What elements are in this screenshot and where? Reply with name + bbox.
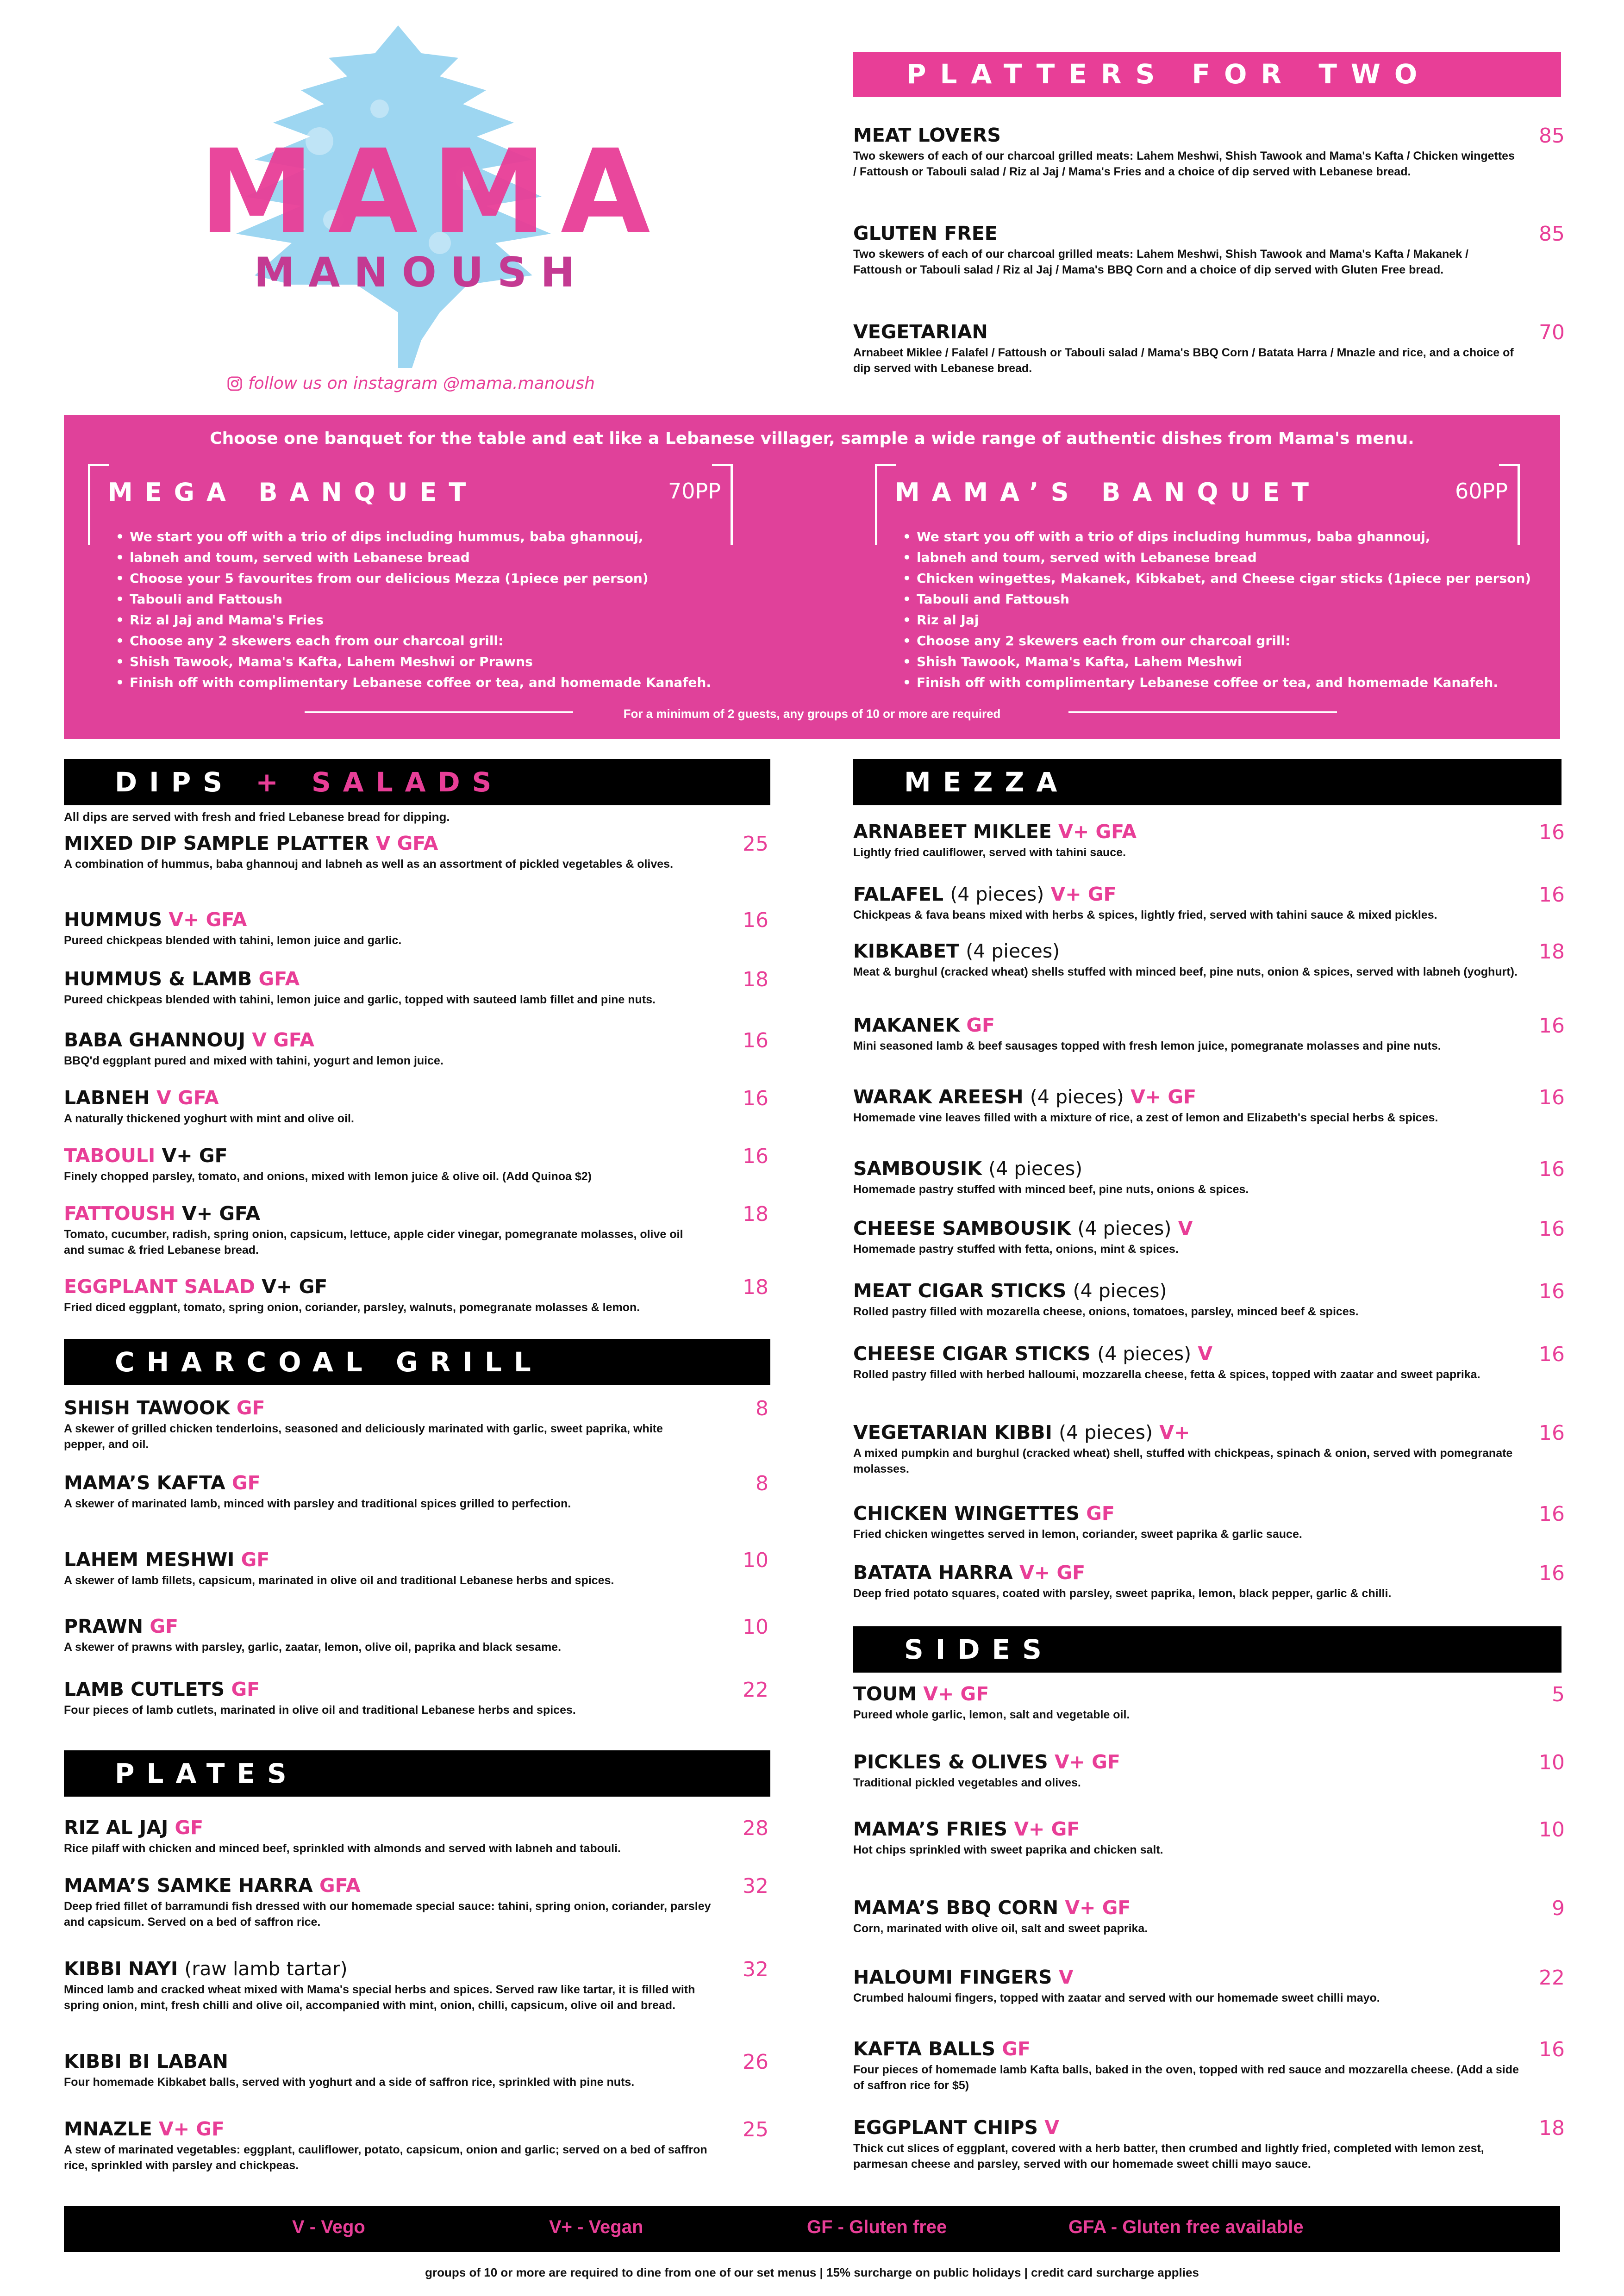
mezza-item xyxy=(853,1562,1520,1602)
sides-item xyxy=(853,1684,1520,1723)
item-desc: Hot chips sprinkled with sweet paprika and chicken salt. xyxy=(853,1843,1163,1857)
item-name xyxy=(64,1203,703,1224)
item-price: 10 xyxy=(743,1549,768,1572)
platter-item xyxy=(853,322,1520,377)
item-desc: Rolled pastry filled with mozarella cheese, onions, tomatoes, parsley, minced beef & spices. xyxy=(853,1305,1359,1319)
sides-item xyxy=(853,1967,1520,2006)
item-desc: Four pieces of lamb cutlets, marinated in olive oil and traditional Lebanese herbs and spices. xyxy=(64,1704,576,1717)
mezza-item xyxy=(853,821,1520,861)
item-name xyxy=(64,1088,703,1108)
item-desc: A skewer of grilled chicken tenderloins, seasoned and deliciously marinated with garlic, sweet paprika, white pepper, and oil. xyxy=(64,1422,663,1451)
item-desc: Two skewers of each of our charcoal grilled meats: Lahem Meshwi, Shish Tawook and Mama's Kafta / Makanek / Fattoush or Tabouli salad / Riz al Jaj / Mama's BBQ Corn and a choice of dip served with Gluten Free bread. xyxy=(853,248,1469,276)
instagram-icon xyxy=(227,376,243,392)
item-desc: A skewer of lamb fillets, capsicum, marinated in olive oil and traditional Lebanese herbs and spices. xyxy=(64,1574,614,1587)
banquet-line: • Tabouli and Fattoush xyxy=(116,589,711,610)
item-desc: A skewer of marinated lamb, minced with parsley and traditional spices grilled to perfection. xyxy=(64,1497,571,1511)
mega-frame-right xyxy=(712,464,733,545)
item-price: 22 xyxy=(743,1678,768,1702)
banquet-line: • labneh and toum, served with Lebanese bread xyxy=(116,547,711,568)
banquet-line: • We start you off with a trio of dips including hummus, baba ghannouj, xyxy=(903,526,1531,547)
heading-plus: + xyxy=(256,766,290,798)
item-name xyxy=(64,833,703,854)
dips-item xyxy=(64,1145,703,1185)
item-desc: A naturally thickened yoghurt with mint and olive oil. xyxy=(64,1112,354,1126)
item-name xyxy=(64,1817,712,1838)
item-title: VEGETARIAN KIBBI xyxy=(853,1421,1052,1444)
item-desc: A stew of marinated vegetables: eggplant, cauliflower, potato, capsicum, onion and garlic; served on a bed of saffron rice, sprinkled with parsley and chickpeas. xyxy=(64,2143,707,2172)
item-title: SAMBOUSIK xyxy=(853,1157,982,1180)
dietary-tag: V+ GF xyxy=(1065,1897,1131,1919)
item-portion: (4 pieces) xyxy=(1030,1086,1124,1108)
item-price: 16 xyxy=(1539,1343,1565,1366)
item-desc: Traditional pickled vegetables and olives. xyxy=(853,1776,1081,1790)
item-price: 16 xyxy=(1539,2038,1565,2061)
plates-item xyxy=(64,1875,712,1930)
mezza-item xyxy=(853,1087,1520,1126)
item-desc: Rice pilaff with chicken and minced beef, sprinkled with almonds and served with labneh and tabouli. xyxy=(64,1842,621,1855)
dietary-tag: V xyxy=(1198,1343,1213,1365)
item-price: 18 xyxy=(743,1276,768,1299)
item-title: BABA GHANNOUJ xyxy=(64,1029,245,1051)
sides-item xyxy=(853,1898,1520,1937)
item-title: TOUM xyxy=(853,1683,917,1705)
mezza-item xyxy=(853,1503,1520,1543)
item-title: CHEESE SAMBOUSIK xyxy=(853,1217,1071,1239)
banquet-line: • Choose any 2 skewers each from our charcoal grill: xyxy=(903,630,1531,651)
item-name xyxy=(853,1087,1520,1108)
dietary-tag: V xyxy=(1044,2116,1060,2139)
item-name xyxy=(64,1549,703,1570)
banquet-line: • Riz al Jaj xyxy=(903,610,1531,630)
dietary-tag: GF xyxy=(1002,2038,1031,2060)
item-title: HUMMUS xyxy=(64,908,162,931)
item-desc: Fried diced eggplant, tomato, spring onion, coriander, parsley, walnuts, pomegranate molasses & lemon. xyxy=(64,1301,640,1314)
item-title: EGGPLANT CHIPS xyxy=(853,2116,1038,2139)
banquet-panel xyxy=(64,415,1560,739)
dietary-tag: V+ GFA xyxy=(1058,821,1137,843)
item-desc: Mini seasoned lamb & beef sausages topped with fresh lemon juice, pomegranate molasses and pine nuts. xyxy=(853,1039,1441,1053)
item-price: 16 xyxy=(1539,1014,1565,1038)
item-price: 70 xyxy=(1539,321,1565,344)
item-price: 16 xyxy=(1539,1086,1565,1109)
item-desc: Deep fried fillet of barramundi fish dressed with our homemade special sauce: tahini, spring onion, coriander, parsley and capsicum. Served on a bed of saffron rice. xyxy=(64,1900,711,1929)
item-price: 10 xyxy=(1539,1818,1565,1842)
item-name xyxy=(64,1398,703,1419)
charcoal-grill-heading: CHARCOAL GRILL xyxy=(64,1339,770,1385)
dietary-tag: GF xyxy=(231,1472,261,1494)
item-price: 22 xyxy=(1539,1966,1565,1990)
item-desc: Four homemade Kibkabet balls, served with yoghurt and a side of saffron rice, sprinkled with pine nuts. xyxy=(64,2076,635,2089)
item-name xyxy=(64,1875,712,1896)
mega-banquet-title: MEGA BANQUET xyxy=(108,478,478,507)
item-name xyxy=(853,1898,1520,1918)
mezza-item xyxy=(853,1218,1520,1257)
mega-frame-left xyxy=(88,464,109,545)
item-title: ARNABEET MIKLEE xyxy=(853,821,1052,843)
dips-item xyxy=(64,1088,703,1127)
item-desc: Pureed chickpeas blended with tahini, lemon juice and garlic. xyxy=(64,934,402,947)
item-portion: (4 pieces) xyxy=(966,940,1060,962)
item-title: HALOUMI FINGERS xyxy=(853,1966,1052,1988)
item-title: WARAK AREESH xyxy=(853,1086,1024,1108)
grill-item xyxy=(64,1616,703,1655)
platters-heading: PLATTERS FOR TWO xyxy=(853,52,1561,97)
banquet-footnote: For a minimum of 2 guests, any groups of 10 or more are required xyxy=(623,707,1001,721)
item-title: FALAFEL xyxy=(853,883,944,905)
item-name xyxy=(64,2051,712,2072)
mezza-item xyxy=(853,1281,1520,1320)
item-desc: A mixed pumpkin and burghul (cracked wheat) shell, stuffed with chickpeas, spinach & onion, served with pomegranate molasses. xyxy=(853,1447,1513,1475)
item-title: KIBKABET xyxy=(853,940,960,962)
item-price: 16 xyxy=(1539,821,1565,844)
sides-item xyxy=(853,1752,1520,1791)
item-desc: Corn, marinated with olive oil, salt and sweet paprika. xyxy=(853,1922,1148,1935)
mezza-item xyxy=(853,941,1520,980)
grill-item xyxy=(64,1473,703,1512)
item-title: CHEESE CIGAR STICKS xyxy=(853,1343,1091,1365)
banquet-line: • Choose your 5 favourites from our delicious Mezza (1piece per person) xyxy=(116,568,711,589)
dietary-tag: GFA xyxy=(319,1874,361,1897)
item-price: 16 xyxy=(1539,883,1565,907)
item-portion: (4 pieces) xyxy=(1097,1343,1192,1365)
item-portion: (raw lamb tartar) xyxy=(184,1958,348,1980)
item-price: 18 xyxy=(743,1202,768,1226)
item-name xyxy=(853,1015,1520,1036)
item-title: LAHEM MESHWI xyxy=(64,1549,235,1571)
item-name xyxy=(64,1679,703,1700)
legend-gluten-free: GF - Gluten free xyxy=(807,2217,947,2237)
banquet-line: • Riz al Jaj and Mama's Fries xyxy=(116,610,711,630)
item-price: 16 xyxy=(743,1029,768,1052)
item-title: TABOULI xyxy=(64,1145,156,1167)
item-title: MNAZLE xyxy=(64,2118,152,2140)
banquet-intro: Choose one banquet for the table and eat like a Lebanese villager, sample a wide range of authentic dishes from Mama's menu. xyxy=(210,429,1414,448)
sides-heading: SIDES xyxy=(853,1626,1562,1673)
dietary-tag: V+ GF xyxy=(1050,883,1117,905)
banquet-line: • We start you off with a trio of dips including hummus, baba ghannouj, xyxy=(116,526,711,547)
banquet-line: • Choose any 2 skewers each from our charcoal grill: xyxy=(116,630,711,651)
item-desc: Four pieces of homemade lamb Kafta balls, baked in the oven, topped with red sauce and mozzarella cheese. (Add a side of saffron rice for $5) xyxy=(853,2063,1519,2092)
dietary-tag: GF xyxy=(1086,1502,1115,1524)
item-desc: Homemade vine leaves filled with a mixture of rice, a zest of lemon and Elizabeth's special herbs & spices. xyxy=(853,1111,1438,1125)
item-portion: (4 pieces) xyxy=(988,1157,1083,1180)
dietary-tag: V+ GF xyxy=(1014,1818,1080,1840)
dietary-tag: V GFA xyxy=(252,1029,314,1051)
mega-banquet-list xyxy=(116,526,711,693)
mezza-item xyxy=(853,1422,1520,1477)
item-title: MAMA’S SAMKE HARRA xyxy=(64,1874,313,1897)
grill-item xyxy=(64,1398,703,1453)
mezza-item xyxy=(853,1015,1520,1054)
item-name xyxy=(853,1819,1520,1840)
item-title: MAKANEK xyxy=(853,1014,960,1036)
item-name xyxy=(64,969,703,989)
item-desc: Minced lamb and cracked wheat mixed with Mama's special herbs and spices. Served raw like tartar, it is filled with spring onion, mint, fresh chilli and olive oil, accompanied with mint, onion, chilli, capsicum, olive oil and bread. xyxy=(64,1983,695,2012)
item-price: 9 xyxy=(1552,1897,1565,1920)
item-name xyxy=(853,821,1520,842)
item-portion: (4 pieces) xyxy=(950,883,1044,905)
dips-item xyxy=(64,1030,703,1069)
item-desc: Arnabeet Miklee / Falafel / Fattoush or Tabouli salad / Mama's BBQ Corn / Batata Harra / Mnazle and rice, and a choice of dip served with Lebanese bread. xyxy=(853,346,1514,375)
item-title: MEAT CIGAR STICKS xyxy=(853,1280,1067,1302)
mamas-banquet-price: 60PP xyxy=(1455,479,1508,504)
item-desc: Chickpeas & fava beans mixed with herbs & spices, lightly fried, served with tahini sauce & mixed pickles. xyxy=(853,908,1437,922)
dietary-tag: V+ GF xyxy=(1019,1562,1086,1584)
item-price: 25 xyxy=(743,2118,768,2141)
dietary-tag: V+ GF xyxy=(923,1683,989,1705)
item-name xyxy=(853,2117,1520,2138)
item-title: HUMMUS & LAMB xyxy=(64,968,252,990)
mezza-item xyxy=(853,1158,1520,1198)
item-desc: Pureed chickpeas blended with tahini, lemon juice and garlic, topped with sauteed lamb fillet and pine nuts. xyxy=(64,993,656,1007)
plates-item xyxy=(64,1959,712,2014)
dietary-tag: V xyxy=(1058,1966,1074,1988)
item-title: MIXED DIP SAMPLE PLATTER xyxy=(64,832,369,854)
item-price: 5 xyxy=(1552,1683,1565,1706)
item-name xyxy=(853,2039,1520,2060)
dips-item xyxy=(64,909,703,949)
heading-text-pink: SALADS xyxy=(312,766,504,798)
item-title: KIBBI BI LABAN xyxy=(64,2050,228,2072)
item-price: 8 xyxy=(756,1397,768,1420)
dietary-tag: GF xyxy=(236,1397,265,1419)
item-price: 10 xyxy=(1539,1751,1565,1774)
dietary-tag: V GFA xyxy=(156,1087,219,1109)
item-title: MAMA’S BBQ CORN xyxy=(853,1897,1059,1919)
logo-subtitle: MANOUSH xyxy=(254,249,589,296)
item-desc: A skewer of prawns with parsley, garlic, zaatar, lemon, olive oil, paprika and black sesame. xyxy=(64,1641,562,1654)
legend-vegan: V+ - Vegan xyxy=(549,2217,643,2237)
mezza-item xyxy=(853,884,1520,923)
dietary-tag: GF xyxy=(241,1549,270,1571)
item-desc: Thick cut slices of eggplant, covered with a herb batter, then crumbed and lightly fried, completed with lemon zest, parmesan cheese and parsley, served with our homemade sweet chilli mayo sauce. xyxy=(853,2142,1484,2171)
item-title: EGGPLANT SALAD xyxy=(64,1276,255,1298)
dips-salads-heading xyxy=(64,759,770,805)
grill-item xyxy=(64,1549,703,1589)
item-name xyxy=(853,1344,1520,1364)
banquet-line: • Finish off with complimentary Lebanese coffee or tea, and homemade Kanafeh. xyxy=(903,672,1531,693)
dips-item xyxy=(64,833,703,872)
item-price: 16 xyxy=(1539,1280,1565,1303)
dips-item xyxy=(64,1203,703,1258)
banquet-line: • Finish off with complimentary Lebanese coffee or tea, and homemade Kanafeh. xyxy=(116,672,711,693)
item-price: 8 xyxy=(756,1472,768,1495)
item-title: SHISH TAWOOK xyxy=(64,1397,230,1419)
banquet-line: • Shish Tawook, Mama's Kafta, Lahem Meshwi or Prawns xyxy=(116,651,711,672)
dietary-tag: GF xyxy=(966,1014,995,1036)
item-portion: (4 pieces) xyxy=(1059,1421,1153,1444)
dietary-tag: V+ GF xyxy=(1054,1751,1120,1773)
instagram-text: follow us on instagram @mama.manoush xyxy=(248,374,595,393)
banquet-line: • Shish Tawook, Mama's Kafta, Lahem Meshwi xyxy=(903,651,1531,672)
logo-wordmark: MAMA xyxy=(199,124,664,259)
item-name xyxy=(853,884,1520,905)
item-title: MAMA’S KAFTA xyxy=(64,1472,225,1494)
item-title: MAMA’S FRIES xyxy=(853,1818,1008,1840)
item-name xyxy=(64,1616,703,1637)
item-name xyxy=(853,1967,1520,1988)
item-price: 25 xyxy=(743,832,768,856)
item-price: 16 xyxy=(1539,1562,1565,1585)
platter-item xyxy=(853,223,1520,278)
dietary-tag: V+ GF xyxy=(262,1276,328,1298)
item-price: 16 xyxy=(1539,1502,1565,1526)
item-price: 16 xyxy=(1539,1421,1565,1445)
item-desc: Homemade pastry stuffed with minced beef, pine nuts, onions & spices. xyxy=(853,1183,1249,1196)
mezza-item xyxy=(853,1344,1520,1383)
item-name xyxy=(853,1422,1520,1443)
item-price: 28 xyxy=(743,1817,768,1840)
item-name xyxy=(64,1959,712,1979)
dietary-legend xyxy=(64,2206,1560,2252)
banquet-line: • labneh and toum, served with Lebanese bread xyxy=(903,547,1531,568)
item-portion: (4 pieces) xyxy=(1077,1217,1172,1239)
dietary-tag: V GFA xyxy=(375,832,438,854)
item-price: 16 xyxy=(743,1087,768,1110)
item-name: GLUTEN FREE xyxy=(853,222,998,244)
item-price: 32 xyxy=(743,1958,768,1981)
item-name xyxy=(853,1503,1520,1524)
item-title: CHICKEN WINGETTES xyxy=(853,1502,1080,1524)
item-desc: Two skewers of each of our charcoal grilled meats: Lahem Meshwi, Shish Tawook and Mama's Kafta / Chicken wingettes / Fattoush or Tabouli salad / Riz al Jaj / Mama's Fries and a choice of dip served with Lebanese bread. xyxy=(853,149,1515,178)
item-name xyxy=(64,1030,703,1051)
item-name xyxy=(853,1684,1520,1705)
item-desc: Deep fried potato squares, coated with parsley, sweet paprika, lemon, black pepper, garlic & chilli. xyxy=(853,1587,1392,1600)
item-desc: Crumbed haloumi fingers, topped with zaatar and served with our homemade sweet chilli mayo. xyxy=(853,1991,1380,2005)
grill-item xyxy=(64,1679,703,1718)
dips-item xyxy=(64,969,703,1008)
item-title: FATTOUSH xyxy=(64,1202,175,1225)
item-title: LAMB CUTLETS xyxy=(64,1678,225,1700)
dietary-tag: GFA xyxy=(258,968,300,990)
item-price: 10 xyxy=(743,1615,768,1639)
item-name xyxy=(853,1562,1520,1583)
item-price: 85 xyxy=(1539,124,1565,148)
item-price: 32 xyxy=(743,1874,768,1898)
item-desc: Tomato, cucumber, radish, spring onion, capsicum, lettuce, apple cider vinegar, pomegranate molasses, olive oil and sumac & fried Lebanese bread. xyxy=(64,1228,683,1257)
item-portion: (4 pieces) xyxy=(1073,1280,1167,1302)
dietary-tag: V+ GF xyxy=(159,2118,225,2140)
footer-note: groups of 10 or more are required to dine from one of our set menus | 15% surcharge on public holidays | credit card surcharge applies xyxy=(425,2265,1199,2279)
item-title: PICKLES & OLIVES xyxy=(853,1751,1048,1773)
item-name xyxy=(853,1752,1520,1773)
item-name: VEGETARIAN xyxy=(853,321,988,343)
item-name xyxy=(853,941,1520,962)
item-desc: Lightly fried cauliflower, served with tahini sauce. xyxy=(853,846,1126,859)
instagram-link[interactable] xyxy=(227,374,595,393)
sides-item xyxy=(853,2117,1520,2172)
dietary-tag: V+ GF xyxy=(162,1145,228,1167)
item-price: 18 xyxy=(1539,2116,1565,2140)
plates-item xyxy=(64,2119,712,2174)
item-title: KIBBI NAYI xyxy=(64,1958,178,1980)
item-name xyxy=(853,1281,1520,1301)
dietary-tag: V+ xyxy=(1159,1421,1190,1444)
item-title: RIZ AL JAJ xyxy=(64,1817,169,1839)
item-name xyxy=(853,1158,1520,1179)
item-price: 16 xyxy=(1539,1217,1565,1241)
dietary-tag: GF xyxy=(175,1817,204,1839)
sides-item xyxy=(853,2039,1520,2094)
item-name xyxy=(853,1218,1520,1239)
plates-heading: PLATES xyxy=(64,1750,770,1797)
dietary-tag: V+ GFA xyxy=(169,908,247,931)
item-price: 18 xyxy=(743,968,768,991)
mamas-frame-left xyxy=(875,464,896,545)
item-name: MEAT LOVERS xyxy=(853,124,1001,146)
item-title: BATATA HARRA xyxy=(853,1562,1013,1584)
item-name xyxy=(64,2119,712,2140)
mega-banquet-price: 70PP xyxy=(668,479,721,504)
item-title: PRAWN xyxy=(64,1615,144,1637)
item-desc: Rolled pastry filled with herbed halloumi, mozzarella cheese, fetta & spices, topped with zaatar and sweet paprika. xyxy=(853,1368,1480,1381)
mezza-heading: MEZZA xyxy=(853,759,1562,805)
dietary-tag: GF xyxy=(231,1678,260,1700)
item-title: LABNEH xyxy=(64,1087,150,1109)
item-name xyxy=(64,909,703,930)
dips-item xyxy=(64,1276,703,1316)
item-desc: Homemade pastry stuffed with fetta, onions, mint & spices. xyxy=(853,1243,1179,1256)
item-desc: BBQ'd eggplant pured and mixed with tahini, yogurt and lemon juice. xyxy=(64,1054,443,1068)
banquet-line: • Chicken wingettes, Makanek, Kibkabet, and Cheese cigar sticks (1piece per person) xyxy=(903,568,1531,589)
legend-vego: V - Vego xyxy=(292,2217,365,2237)
dips-note: All dips are served with fresh and fried Lebanese bread for dipping. xyxy=(64,810,450,824)
item-name xyxy=(64,1473,703,1493)
dietary-tag: GF xyxy=(150,1615,178,1637)
item-desc: Pureed whole garlic, lemon, salt and vegetable oil. xyxy=(853,1708,1130,1722)
banquet-line: • Tabouli and Fattoush xyxy=(903,589,1531,610)
platter-item xyxy=(853,125,1520,180)
heading-text: DIPS xyxy=(115,766,235,798)
item-title: KAFTA BALLS xyxy=(853,2038,996,2060)
item-price: 16 xyxy=(1539,1157,1565,1181)
dietary-tag: V+ GF xyxy=(1131,1086,1197,1108)
dietary-tag: V xyxy=(1178,1217,1193,1239)
item-price: 18 xyxy=(1539,940,1565,964)
plates-item xyxy=(64,2051,712,2091)
item-desc: A combination of hummus, baba ghannouj and labneh as well as an assortment of pickled vegetables & olives. xyxy=(64,858,674,871)
item-desc: Meat & burghul (cracked wheat) shells stuffed with minced beef, pine nuts, onion & spices, served with labneh (yoghurt). xyxy=(853,965,1518,979)
plates-item xyxy=(64,1817,712,1857)
item-desc: Finely chopped parsley, tomato, and onions, mixed with lemon juice & olive oil. (Add Quinoa $2) xyxy=(64,1170,592,1183)
item-name xyxy=(64,1145,703,1166)
dietary-tag: V+ GFA xyxy=(182,1202,261,1225)
item-price: 26 xyxy=(743,2050,768,2074)
item-price: 16 xyxy=(743,908,768,932)
mamas-banquet-list xyxy=(903,526,1531,693)
legend-gluten-free-available: GFA - Gluten free available xyxy=(1068,2217,1304,2237)
item-price: 85 xyxy=(1539,222,1565,246)
mamas-banquet-title: MAMA’S BANQUET xyxy=(895,478,1321,507)
item-desc: Fried chicken wingettes served in lemon, coriander, sweet paprika & garlic sauce. xyxy=(853,1528,1302,1541)
sides-item xyxy=(853,1819,1520,1858)
item-price: 16 xyxy=(743,1145,768,1168)
item-name xyxy=(64,1276,703,1297)
